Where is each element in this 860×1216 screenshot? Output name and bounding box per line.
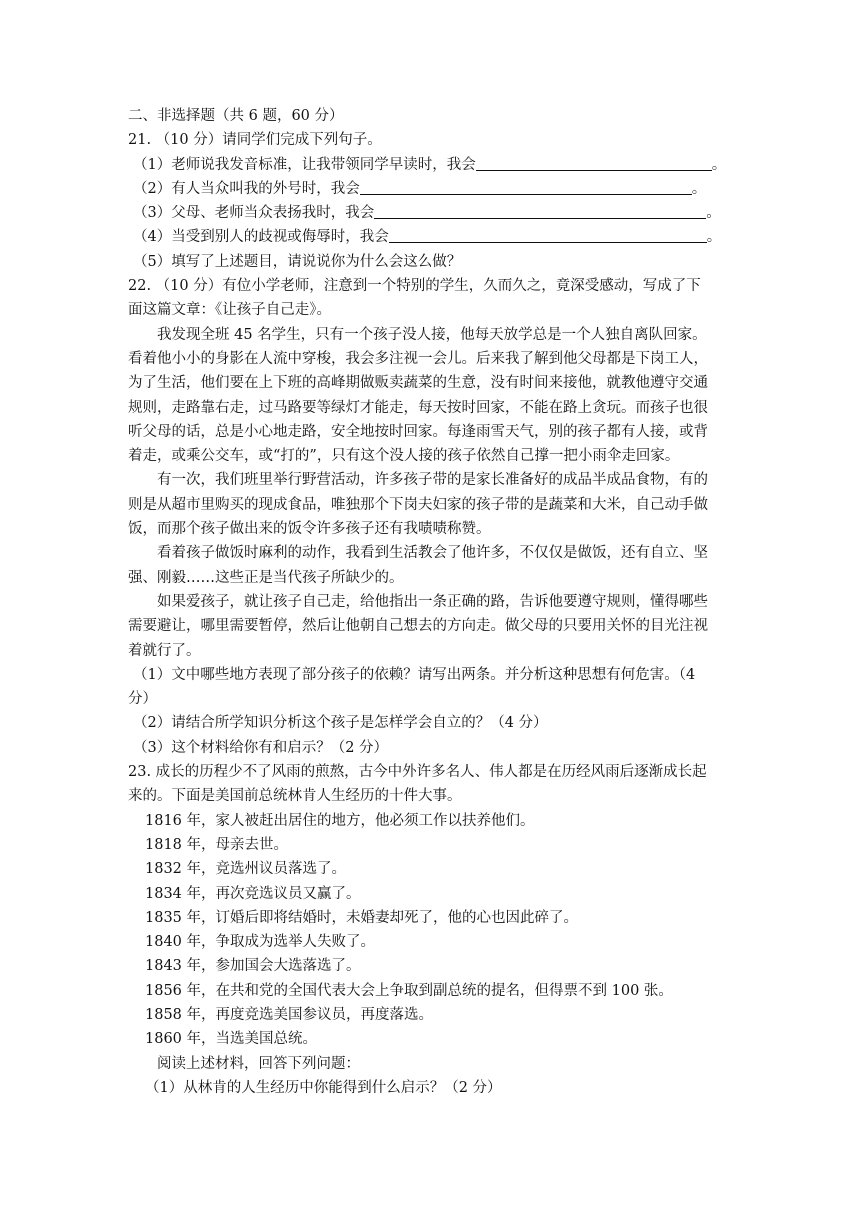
q21-item-1-text: （1）老师说我发音标准，让我带领同学早读时，我会 — [133, 156, 476, 173]
q23-stem-line-1: 23. 成长的历程少不了风雨的煎熬，古今中外许多名人、伟人都是在历经风雨后逐渐成长起 — [128, 764, 707, 781]
q21-item-2-end: 。 — [691, 180, 707, 197]
lincoln-event: 1860 年，当选美国总统。 — [145, 1031, 318, 1048]
q22-sub-3: （3）这个材料给你有和启示？（2 分） — [133, 739, 389, 756]
lincoln-event: 1843 年，参加国会大选落选了。 — [145, 958, 361, 975]
page-content — [0, 104, 860, 1100]
passage-line: 饭，而那个孩子做出来的饭令许多孩子还有我啧啧称赞。 — [128, 521, 491, 538]
q21-item-2 — [0, 177, 860, 201]
lincoln-event: 1840 年，争取成为选举人失败了。 — [145, 934, 376, 951]
q22-stem-line-2: 面这篇文章：《让孩子自己走》。 — [128, 302, 331, 319]
q23-stem-line-2: 来的。下面是美国前总统林肯人生经历的十件大事。 — [128, 788, 462, 805]
q21-item-4 — [0, 225, 860, 249]
lincoln-event: 1818 年，母亲去世。 — [145, 836, 289, 853]
lincoln-event: 1832 年，竞选州议员落选了。 — [145, 861, 347, 878]
q21-item-5: （5）填写了上述题目，请说说你为什么会这么做？ — [133, 253, 462, 270]
passage-line: 着走，或乘公交车，或“打的”，只有这个没人接的孩子依然自己撑一把小雨伞走回家。 — [128, 448, 680, 465]
q23-sub-1: （1）从林肯的人生经历中你能得到什么启示？（2 分） — [145, 1079, 502, 1096]
q21-item-3-blank[interactable] — [374, 202, 706, 219]
lincoln-event: 1834 年，再次竞选议员又赢了。 — [145, 885, 361, 902]
passage-line: 需要避让，哪里需要暂停，然后让他朝自己想去的方向走。做父母的只要用关怀的目光注视 — [128, 618, 708, 635]
passage-line: 为了生活，他们要在上下班的高峰期做贩卖蔬菜的生意，没有时间来接他，就教他遵守交通 — [128, 375, 708, 392]
q21-item-2-text: （2）有人当众叫我的外号时，我会 — [133, 180, 360, 197]
passage-line: 看着孩子做饭时麻利的动作，我看到生活教会了他许多，不仅仅是做饭，还有自立、坚 — [157, 545, 708, 562]
q21-item-1-end: 。 — [711, 156, 727, 173]
passage-line: 我发现全班 45 名学生，只有一个孩子没人接，他每天放学总是一个人独自离队回家。 — [157, 326, 707, 343]
passage-line: 看着他小小的身影在人流中穿梭，我会多注视一会儿。后来我了解到他父母都是下岗工人， — [128, 350, 708, 367]
section-heading: 二、非选择题（共 6 题，60 分） — [128, 108, 344, 124]
q23-instruction: 阅读上述材料，回答下列问题： — [157, 1055, 360, 1072]
q21-item-3-text: （3）父母、老师当众表扬我时，我会 — [133, 205, 375, 222]
passage-line: 听父母的话，总是小心地走路，安全地按时回家。每逢雨雪天气，别的孩子都有人接，或背 — [128, 423, 708, 440]
q21-stem: 21. （10 分）请同学们完成下列句子。 — [128, 132, 382, 149]
q21-item-4-blank[interactable] — [389, 226, 707, 243]
lincoln-event: 1835 年，订婚后即将结婚时，未婚妻却死了，他的心也因此碎了。 — [145, 909, 579, 926]
q21-item-4-text: （4）当受到别人的歧视或侮辱时，我会 — [133, 229, 389, 246]
passage-line: 则是从超市里购买的现成食品，唯独那个下岗夫妇家的孩子带的是蔬菜和大米，自己动手做 — [128, 496, 708, 513]
q22-sub-2: （2）请结合所学知识分析这个孩子是怎样学会自立的？（4 分） — [133, 715, 548, 732]
passage-line: 强、刚毅……这些正是当代孩子所缺少的。 — [128, 569, 404, 586]
q22-sub-1-line-1: （1）文中哪些地方表现了部分孩子的依赖？请写出两条。并分析这种思想有何危害。（4 — [133, 666, 696, 683]
lincoln-event: 1858 年，再度竞选美国参议员，再度落选。 — [145, 1006, 434, 1023]
q21-item-3 — [0, 201, 860, 225]
passage-line: 着就行了。 — [128, 642, 201, 659]
q22-stem-line-1: 22. （10 分）有位小学老师，注意到一个特别的学生，久而久之，竟深受感动，写成了下 — [128, 278, 701, 295]
q21-item-1-blank[interactable] — [476, 154, 712, 171]
passage-line: 有一次，我们班里举行野营活动，许多孩子带的是家长准备好的成品半成品食物，有的 — [157, 472, 708, 489]
q22-sub-1-line-2: 分） — [128, 691, 157, 708]
q21-item-1 — [0, 153, 860, 177]
lincoln-event: 1816 年，家人被赶出居住的地方，他必须工作以扶养他们。 — [145, 812, 535, 829]
passage-line: 如果爱孩子，就让孩子自己走，给他指出一条正确的路，告诉他要遵守规则，懂得哪些 — [157, 593, 708, 610]
q21-item-3-end: 。 — [706, 205, 721, 222]
q21-item-4-end: 。 — [706, 229, 722, 246]
passage-line: 规则，走路靠右走，过马路要等绿灯才能走，每天按时回家，不能在路上贪玩。而孩子也很 — [128, 399, 708, 416]
q21-item-2-blank[interactable] — [360, 178, 692, 195]
lincoln-event: 1856 年，在共和党的全国代表大会上争取到副总统的提名，但得票不到 100 张。 — [145, 982, 673, 999]
